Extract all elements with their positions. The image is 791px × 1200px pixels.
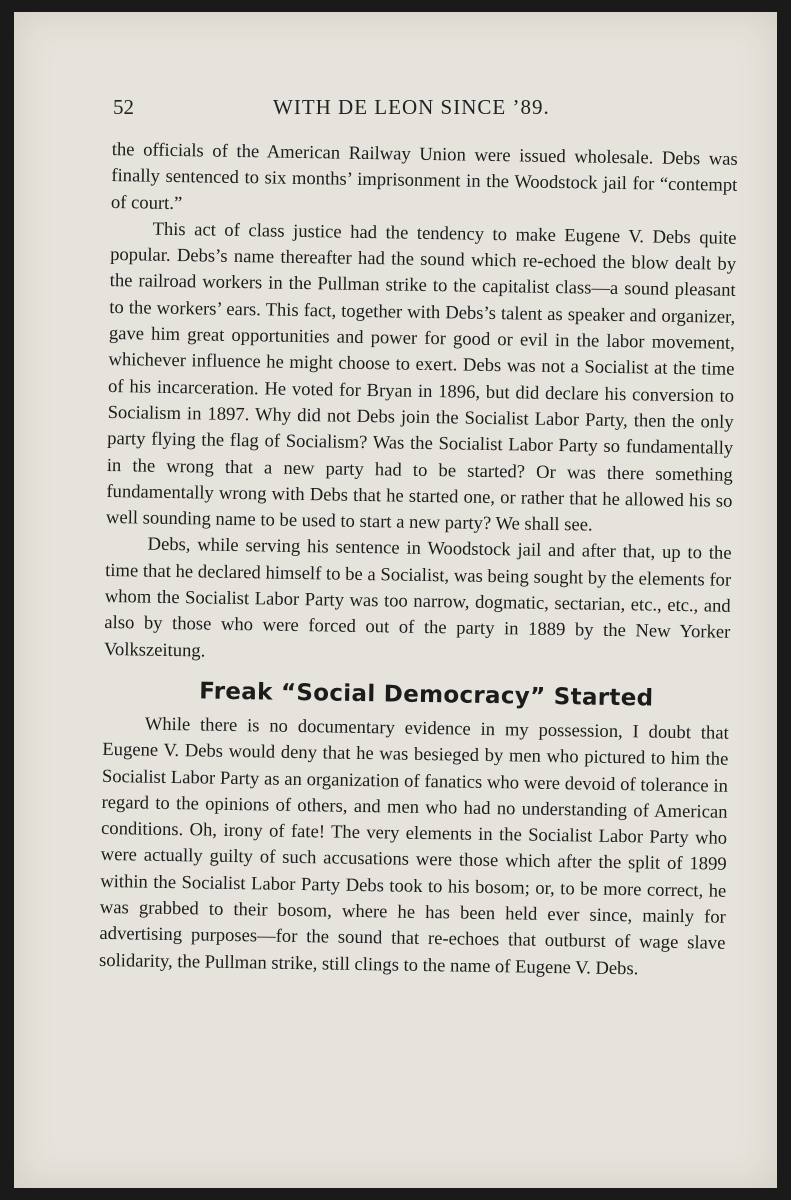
page-number: 52 <box>113 95 134 119</box>
paragraph: This act of class justice had the tendency to make Eugene V. Debs quite popular. Debs’s name thereafter had the sound which re-echoed the blow dealt by the railroad workers in the Pullman strike to the capitalist class—a sound pleasant to the workers’ ears. This fact, together with Debs’s talent as speaker and organizer, gave him great opportunities and power for good or evil in the labor movement, whichever influence he might choose to exert. Debs was not a Socialist at the time of his incarceration. He voted for Bryan in 1896, but did declare his conversion to Socialism in 1897. Why did not Debs join the Socialist Labor Party, then the only party flying the flag of Socialism? Was the Socialist Labor Party so fundamentally in the wrong that a new party had to be started? Or was there something fundamentally wrong with Debs that he started one, or rather that he allowed his so well sounding name to be used to start a new party? We shall see. <box>105 218 737 536</box>
running-head: WITH DE LEON SINCE ’89. <box>273 95 550 119</box>
paragraph: the officials of the American Railway Union were issued wholesale. Debs was finally sentenced to six months’ imprisonment in the Woodstock jail for “contempt of court.” <box>110 138 738 214</box>
page-header <box>113 95 611 125</box>
body-text <box>99 137 738 984</box>
book-page <box>14 12 777 1188</box>
paragraph: Debs, while serving his sentence in Woodstock jail and after that, up to the time that he declared himself to be a Socialist, was being sought by the elements for whom the Socialist Labor Party was too narrow, dogmatic, sectarian, etc., etc., and also by those who were forced out of the party in 1889 by the New Yorker Volkszeitung. <box>103 534 732 662</box>
section-heading: Freak “Social Democracy” Started <box>198 678 654 712</box>
paragraph: While there is no documentary evidence in my possession, I doubt that Eugene V. Debs would deny that he was besieged by men who pictured to him the Socialist Labor Party as an organization of fanatics who were devoid of tolerance in regard to the opinions of others, and men who had no understanding of American conditions. Oh, irony of fate! The very elements in the Socialist Labor Party who were actually guilty of such accusations were those which after the split of 1899 within the Socialist Labor Party Debs took to his bosom; or, to be more correct, he was grabbed to their bosom, where he has been held ever since, mainly for advertising purposes—for the sound that re-echoes that outburst of wage slave solidarity, the Pullman strike, still clings to the name of Eugene V. Debs. <box>98 713 729 979</box>
